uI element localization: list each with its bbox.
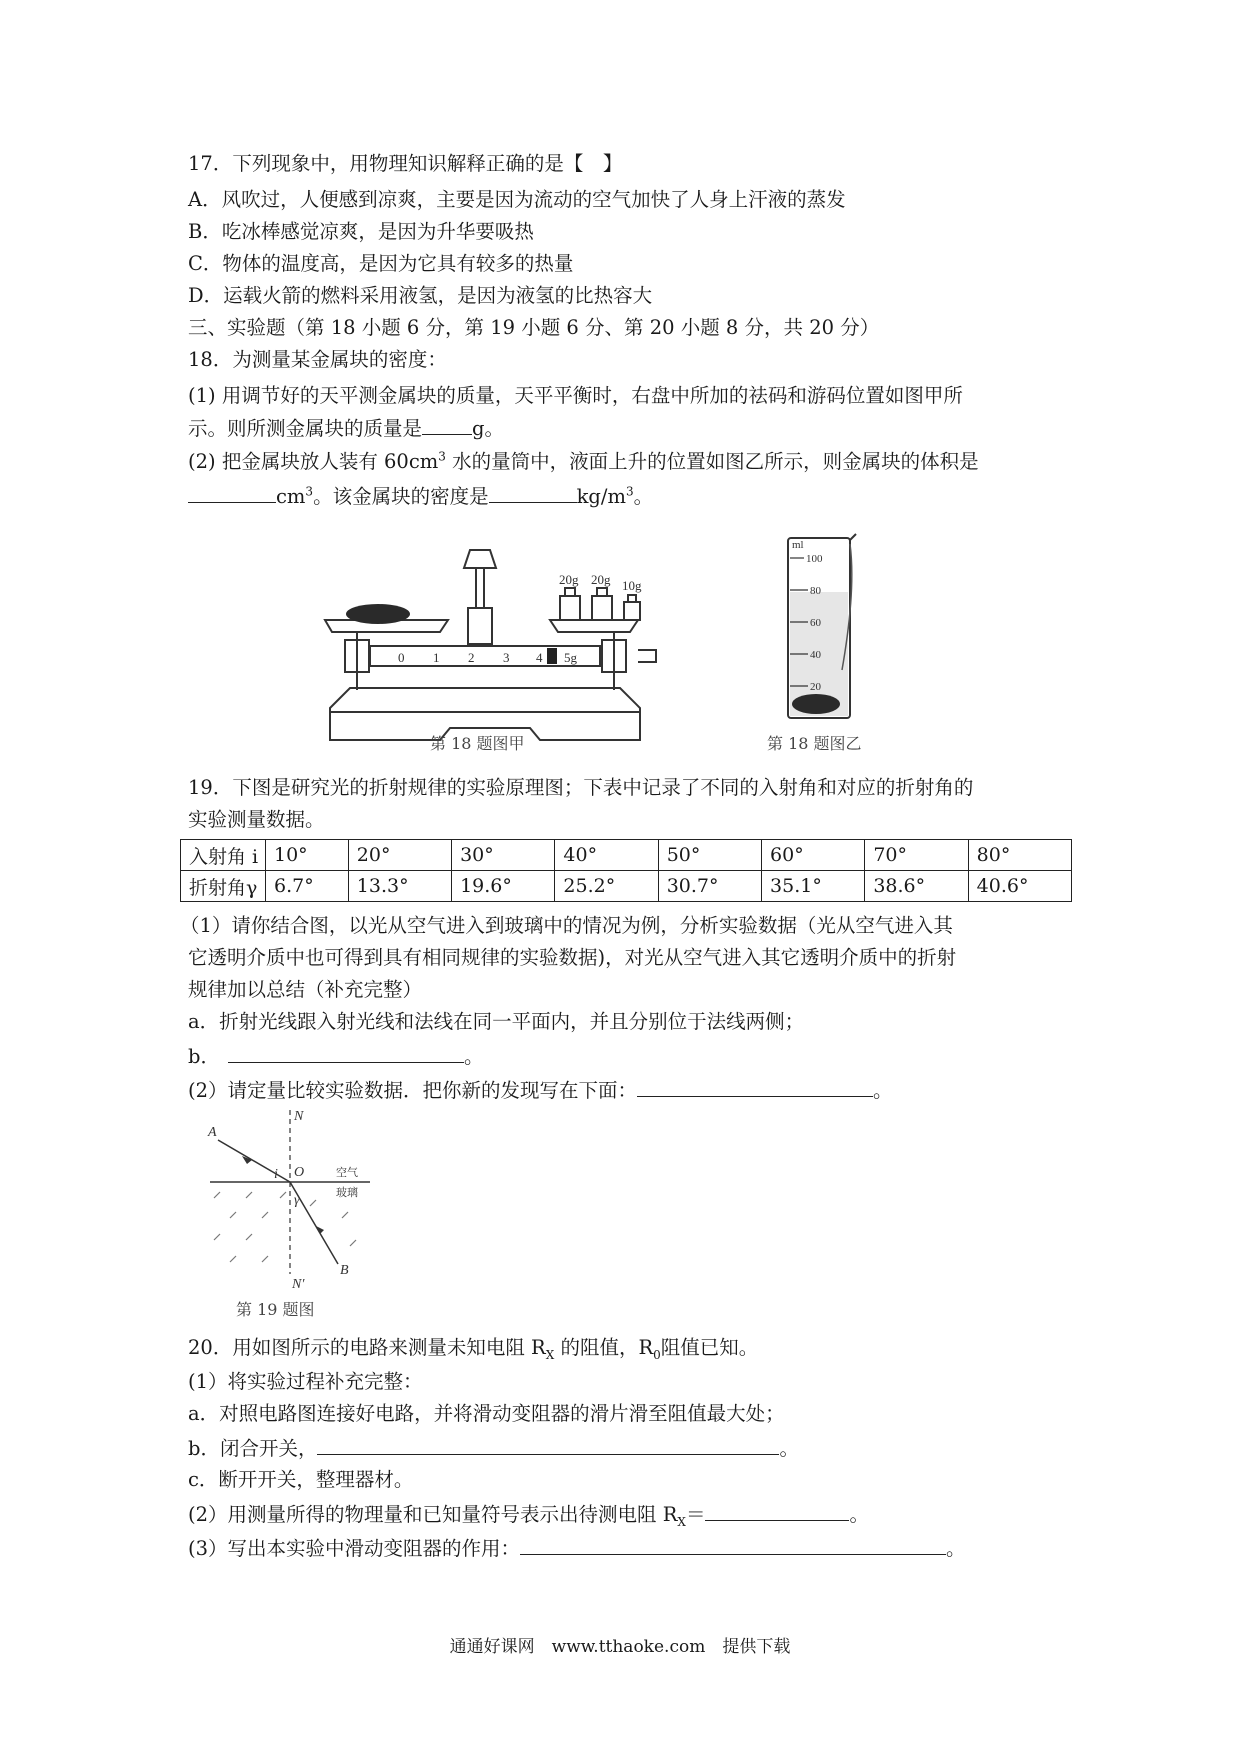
label-i: i <box>274 1167 278 1182</box>
scale-tick-4: 4 <box>536 650 543 665</box>
q18-density-text: 。该金属块的密度是 <box>313 485 489 508</box>
q17-option-d: D．运载火箭的燃料采用液氢，是因为液氢的比热容大 <box>188 284 653 307</box>
label-B: B <box>340 1263 349 1278</box>
q18-mass-blank[interactable] <box>422 414 472 435</box>
balance-figure <box>320 540 660 755</box>
incident-ray <box>218 1140 290 1182</box>
table-cell: 38.6° <box>865 871 968 902</box>
q18-part2-text-a: (2) 把金属块放人装有 60cm <box>188 450 439 473</box>
table-cell: 70° <box>865 840 968 871</box>
cylinder-unit: ml <box>792 539 804 551</box>
refraction-angle-header: 折射角γ <box>181 871 266 902</box>
q19-line2: 实验测量数据。 <box>188 808 325 831</box>
metal-block-in-cylinder <box>792 694 840 714</box>
q20-part2 <box>188 1500 869 1529</box>
q20-step-c: c．断开开关，整理器材。 <box>188 1468 414 1491</box>
metal-block-on-pan <box>346 604 410 624</box>
q19-part1-line2: 它透明介质中也可得到具有相同规律的实验数据)，对光从空气进入其它透明介质中的折射 <box>188 946 957 969</box>
weight-label-3: 10g <box>622 578 642 593</box>
table-row <box>181 840 1072 871</box>
section-3-heading: 三、实验题（第 18 小题 6 分，第 19 小题 6 分、第 20 小题 8 分，共 20 分） <box>188 316 880 339</box>
table-cell: 50° <box>658 840 761 871</box>
q19-part2-text: (2）请定量比较实验数据．把你新的发现写在下面： <box>188 1079 638 1102</box>
q20-step-b-text: b．闭合开关， <box>188 1437 318 1460</box>
table-cell: 20° <box>348 840 451 871</box>
q19-line1: 19．下图是研究光的折射规律的实验原理图；下表中记录了不同的入射角和对应的折射角的 <box>188 776 974 799</box>
balance-base <box>330 688 640 712</box>
label-A: A <box>208 1125 217 1140</box>
rider-weight <box>547 648 557 664</box>
q20-step-b-blank[interactable] <box>317 1434 779 1455</box>
page-footer: 通通好课网 www.tthaoke.com 提供下载 <box>449 1637 791 1657</box>
q20-sub-x: X <box>545 1347 555 1362</box>
cylinder-tick-40: 40 <box>810 649 821 661</box>
q18-part2-line1 <box>188 448 979 476</box>
q20-stem <box>188 1334 758 1362</box>
refraction-diagram <box>200 1106 390 1291</box>
table-cell: 19.6° <box>452 871 555 902</box>
q19-item-b-label: b． <box>188 1045 220 1068</box>
q18-volume-unit: cm <box>276 485 306 508</box>
q20-part2-end: 。 <box>849 1503 869 1526</box>
label-glass: 玻璃 <box>336 1186 358 1199</box>
q20-part2-sub: X <box>677 1514 686 1529</box>
q20-formula-blank[interactable] <box>705 1500 849 1521</box>
table-cell: 60° <box>762 840 865 871</box>
q20-part1: (1）将实验过程补充完整： <box>188 1370 423 1393</box>
refraction-data-table <box>180 839 1072 902</box>
q19-part2-answer-blank[interactable] <box>637 1076 873 1097</box>
weight-label-1: 20g <box>559 572 579 587</box>
q18-density-unit: kg/m <box>576 485 626 508</box>
q20-stem-a: 20．用如图所示的电路来测量未知电阻 R <box>188 1336 546 1359</box>
scale-tick-0: 0 <box>398 650 405 665</box>
table-cell: 13.3° <box>348 871 451 902</box>
table-cell: 40° <box>555 840 658 871</box>
table-cell: 30° <box>452 840 555 871</box>
q20-step-b <box>188 1434 799 1463</box>
table-cell: 35.1° <box>762 871 865 902</box>
right-pan <box>550 620 638 632</box>
q20-stem-c: 阻值已知。 <box>660 1336 759 1359</box>
label-gamma: γ <box>294 1193 300 1208</box>
table-row <box>181 871 1072 902</box>
scale-tick-3: 3 <box>503 650 510 665</box>
q18-volume-blank[interactable] <box>188 482 276 503</box>
table-cell: 40.6° <box>968 871 1071 902</box>
label-N: N <box>294 1109 304 1124</box>
q19-part2-end: 。 <box>873 1079 893 1102</box>
weight-label-2: 20g <box>591 572 611 587</box>
label-O: O <box>294 1165 305 1180</box>
incident-angle-header: 入射角 i <box>181 840 266 871</box>
table-cell: 6.7° <box>266 871 349 902</box>
q18-stem: 18．为测量某金属块的密度： <box>188 348 447 371</box>
q19-b-answer-blank[interactable] <box>228 1042 464 1063</box>
q18-part1-line1: (1) 用调节好的天平测金属块的质量，天平平衡时，右盘中所加的祛码和游码位置如图甲所 <box>188 384 963 407</box>
q18-volume-sup: 3 <box>305 484 314 499</box>
q20-stem-b: 的阻值，R <box>554 1336 654 1359</box>
fig18b-caption: 第 18 题图乙 <box>767 734 862 753</box>
q20-part3-end: 。 <box>946 1537 966 1560</box>
q17-option-a: A．风吹过，人便感到凉爽，主要是因为流动的空气加快了人身上汗液的蒸发 <box>188 188 846 211</box>
cylinder-tick-80: 80 <box>810 585 821 597</box>
label-air: 空气 <box>336 1166 358 1179</box>
q19-b-end: 。 <box>463 1045 484 1068</box>
q18-mass-unit: g。 <box>472 417 504 440</box>
q17-option-c: C．物体的温度高，是因为它具有较多的热量 <box>188 252 574 275</box>
q18-density-blank[interactable] <box>489 482 577 503</box>
cylinder-tick-100: 100 <box>806 553 823 565</box>
q20-part2-text: (2）用测量所得的物理量和已知量符号表示出待测电阻 R <box>188 1503 678 1526</box>
q17-option-b: B．吃冰棒感觉凉爽，是因为升华要吸热 <box>188 220 534 243</box>
scale-tick-5: 5g <box>564 650 577 665</box>
scale-tick-1: 1 <box>433 650 440 665</box>
q18-part2-text-b: 水的量筒中，液面上升的位置如图乙所示，则金属块的体积是 <box>445 450 979 473</box>
q20-step-b-end: 。 <box>779 1437 799 1460</box>
q20-part3-text: (3）写出本实验中滑动变阻器的作用： <box>188 1537 521 1560</box>
table-cell: 10° <box>266 840 349 871</box>
q20-step-a: a．对照电路图连接好电路，并将滑动变阻器的滑片滑至阻值最大处； <box>188 1402 785 1425</box>
q17-stem: 17．下列现象中，用物理知识解释正确的是【 】 <box>188 152 623 175</box>
q19-part1-line3: 规律加以总结（补充完整） <box>188 978 423 1001</box>
cylinder-tick-60: 60 <box>810 617 821 629</box>
q18-period: 。 <box>633 485 654 508</box>
table-cell: 25.2° <box>555 871 658 902</box>
fig19-caption: 第 19 题图 <box>236 1300 315 1319</box>
cylinder-tick-20: 20 <box>810 681 821 693</box>
q18-part1-text: 示。则所测金属块的质量是 <box>188 417 423 440</box>
q18-part2-sup: 3 <box>438 449 446 464</box>
q18-part1-line2 <box>188 414 504 443</box>
scale-tick-2: 2 <box>468 650 475 665</box>
q20-part3-blank[interactable] <box>520 1534 946 1555</box>
q19-item-a: a．折射光线跟入射光线和法线在同一平面内，并且分别位于法线两侧； <box>188 1010 805 1033</box>
q20-part3 <box>188 1534 966 1563</box>
q18-density-sup: 3 <box>625 484 634 499</box>
q20-sub-0: 0 <box>653 1347 661 1362</box>
q18-part2-line2 <box>188 482 653 511</box>
q20-part2-equals: ＝ <box>685 1503 706 1526</box>
q19-part1-line1: （1）请你结合图，以光从空气进入到玻璃中的情况为例，分析实验数据（光从空气进入其 <box>180 914 953 937</box>
graduated-cylinder-figure <box>770 530 870 730</box>
label-N-prime: N′ <box>292 1277 305 1291</box>
q19-part2 <box>188 1076 893 1105</box>
q19-item-b <box>188 1042 484 1071</box>
fig18a-caption: 第 18 题图甲 <box>430 734 525 753</box>
table-cell: 80° <box>968 840 1071 871</box>
table-cell: 30.7° <box>658 871 761 902</box>
